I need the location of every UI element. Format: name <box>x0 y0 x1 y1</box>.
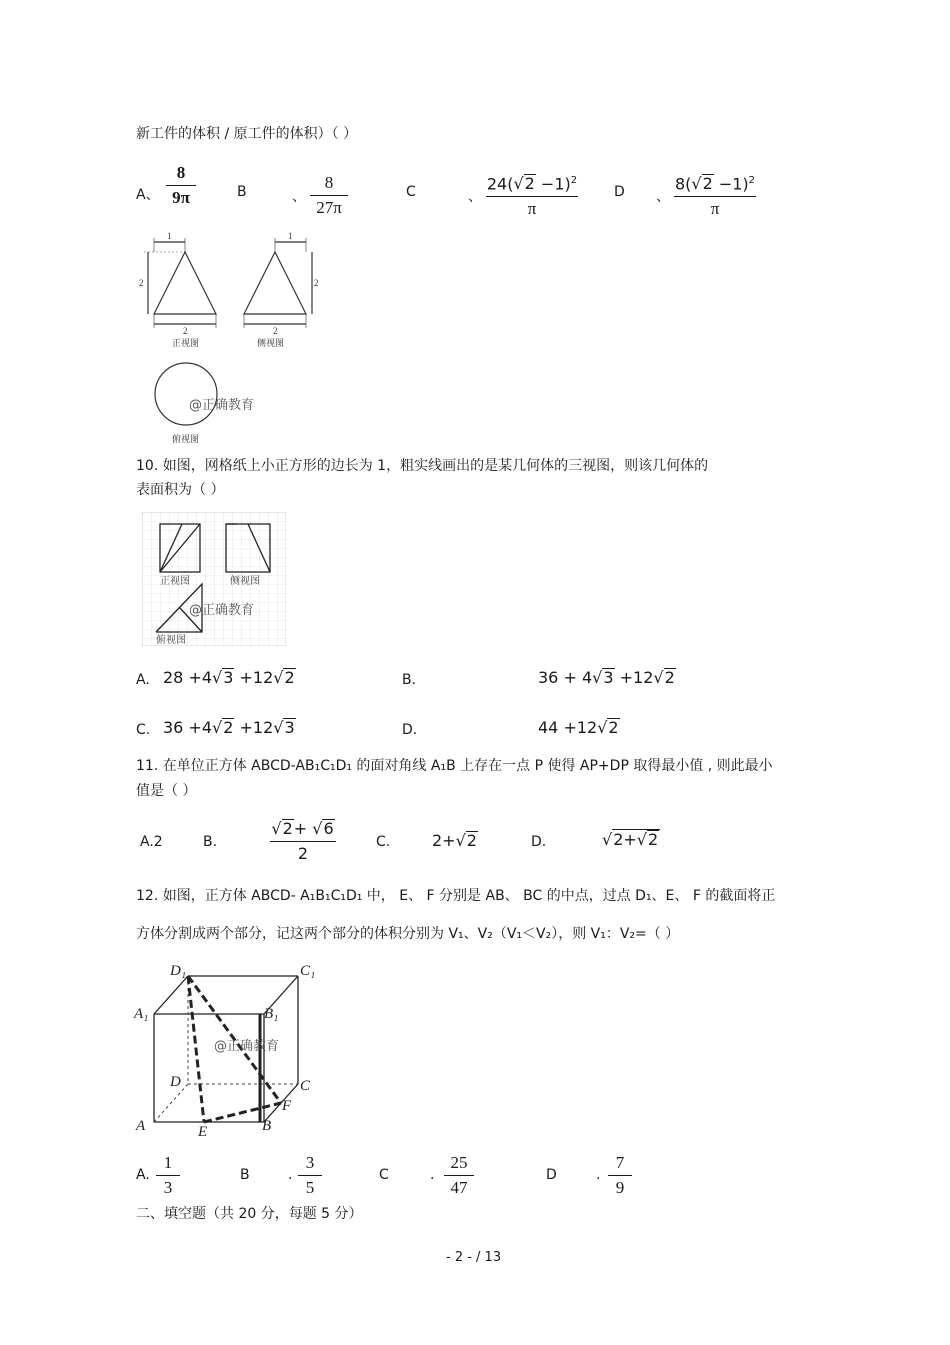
q10-option-d-label: D. <box>402 722 418 738</box>
section-title: 二、填空题（共 20 分，每题 5 分） <box>136 1206 363 1222</box>
q12-label-c: C <box>300 1078 311 1094</box>
q10-line2: 表面积为（ ） <box>136 482 225 498</box>
q12-section-d1-e <box>188 976 204 1122</box>
q12-option-d-sep: . <box>596 1167 601 1183</box>
q9-option-a-fraction <box>166 162 196 209</box>
q9-option-c-fraction: $24(√2 -1)^2$ π <box>486 174 578 219</box>
q12-option-b-sep: . <box>288 1167 293 1183</box>
q12-label-a1: A₁ <box>134 1006 149 1022</box>
q12-watermark: @正确教育 <box>214 1039 280 1054</box>
q9-dim-front-bottom: 2 <box>183 326 188 336</box>
q10-option-d-expr: 44 +12√2 <box>538 718 619 737</box>
q9-option-b-fraction <box>310 172 348 219</box>
q12-cube-front-face <box>154 1014 264 1122</box>
q10-line1: 10. 如图，网格纸上小正方形的边长为 1，粗实线画出的是某几何体的三视图，则该几何体的 <box>136 458 709 474</box>
q12-option-b-fraction: 3 5 <box>298 1152 322 1199</box>
q10-option-a-expr: 28 +4√3 +12√2 <box>163 668 295 687</box>
q9-side-view-triangle <box>244 252 306 314</box>
q12-option-c-sep: . <box>430 1167 435 1183</box>
q12-label-b: B <box>262 1118 272 1134</box>
q9-option-a-label: A、 <box>136 187 160 203</box>
q10-option-b-label: B. <box>402 672 417 688</box>
q9-option-d-fraction: $8(√2 -1)^2$ π <box>674 174 756 219</box>
q12-option-c-label: C <box>379 1167 389 1183</box>
q9-dim-side-top: 1 <box>288 231 293 241</box>
q9-watermark: @正确教育 <box>189 398 255 413</box>
q9-top-view-circle <box>155 363 217 425</box>
q12-option-c-fraction: 25 47 <box>444 1152 474 1199</box>
page-number: - 2 - / 13 <box>446 1250 502 1265</box>
q12-cube-figure <box>132 960 332 1140</box>
q9-option-c-den: π <box>527 199 537 219</box>
q9-option-b-num: 8 <box>324 173 334 192</box>
q9-option-a-num: 8 <box>176 163 186 182</box>
q12-label-a: A <box>136 1118 146 1134</box>
q9-dim-front-top: 1 <box>167 231 172 241</box>
q9-front-caption: 正视图 <box>172 339 200 349</box>
q12-option-d-fraction: 7 9 <box>608 1152 632 1199</box>
q9-side-caption: 侧视图 <box>257 339 285 349</box>
q10-option-b-expr: 36 + 4√3 +12√2 <box>538 668 675 687</box>
q12-label-e: E <box>198 1124 208 1140</box>
q11-option-d-expr: √2+√2 <box>602 830 659 849</box>
q10-top-caption: 俯视图 <box>156 635 186 646</box>
q9-option-c-sep: 、 <box>468 189 482 205</box>
q10-front-caption: 正视图 <box>160 576 190 587</box>
q9-option-d-sep: 、 <box>656 189 670 205</box>
q9-front-view-triangle <box>154 252 216 314</box>
q12-option-a-label: A. <box>136 1167 150 1183</box>
q9-option-d-den: π <box>710 199 720 219</box>
q11-option-a: A.2 <box>140 834 163 850</box>
q10-option-a-label: A. <box>136 672 150 688</box>
q9-dim-side-right: 2 <box>314 278 319 288</box>
q12-label-c1: C₁ <box>300 963 316 979</box>
q10-option-c-expr: 36 +4√2 +12√3 <box>163 718 295 737</box>
q9-option-b-sep: 、 <box>292 189 306 205</box>
q11-line1: 11. 在单位正方体 ABCD-AB₁C₁D₁ 的面对角线 A₁B 上存在一点 P 使得 AP+DP 取得最小值 , 则此最小 <box>136 758 773 774</box>
q12-option-a-fraction: 1 3 <box>156 1152 180 1199</box>
q9-option-d-label: D <box>614 184 625 200</box>
q9-tail-text: 新工件的体积 / 原工件的体积）（ ） <box>136 126 358 142</box>
q10-side-caption: 侧视图 <box>230 576 260 587</box>
q12-line2: 方体分割成两个部分，记这两个部分的体积分别为 V₁、V₂（V₁＜V₂），则 V₁：V₂=（ ） <box>136 926 680 942</box>
q10-option-c-label: C. <box>136 722 151 738</box>
q11-option-b-den: 2 <box>297 844 309 863</box>
q9-option-b-den: 27π <box>316 198 342 217</box>
q11-option-d-label: D. <box>531 834 547 850</box>
q9-top-caption: 俯视图 <box>172 435 200 445</box>
q11-option-b-fraction: √2+ √6 2 <box>270 818 336 865</box>
q10-grid-figure <box>142 512 286 646</box>
q12-line1: 12. 如图，正方体 ABCD- A₁B₁C₁D₁ 中， E、 F 分别是 AB、 BC 的中点，过点 D₁、E、 F 的截面将正 <box>136 888 776 904</box>
q9-dim-front-left: 2 <box>139 278 144 288</box>
q9-option-a-den: 9π <box>172 188 190 207</box>
q9-option-b-label: B <box>237 184 247 200</box>
q12-label-f: F <box>282 1098 292 1114</box>
q12-label-b1: B₁ <box>264 1006 279 1022</box>
q12-label-d1: D₁ <box>170 963 187 979</box>
q12-option-d-label: D <box>546 1167 557 1183</box>
q9-three-view-figure <box>134 228 334 450</box>
q11-option-b-label: B. <box>203 834 218 850</box>
q9-dim-side-bottom: 2 <box>273 326 278 336</box>
q11-option-c-expr: 2+√2 <box>432 831 477 850</box>
q11-line2: 值是（ ） <box>136 783 197 799</box>
q11-option-c-label: C. <box>376 834 391 850</box>
q12-label-d: D <box>170 1074 181 1090</box>
q10-watermark: @正确教育 <box>189 603 255 618</box>
q9-option-c-label: C <box>406 184 416 200</box>
q12-option-b-label: B <box>240 1167 250 1183</box>
